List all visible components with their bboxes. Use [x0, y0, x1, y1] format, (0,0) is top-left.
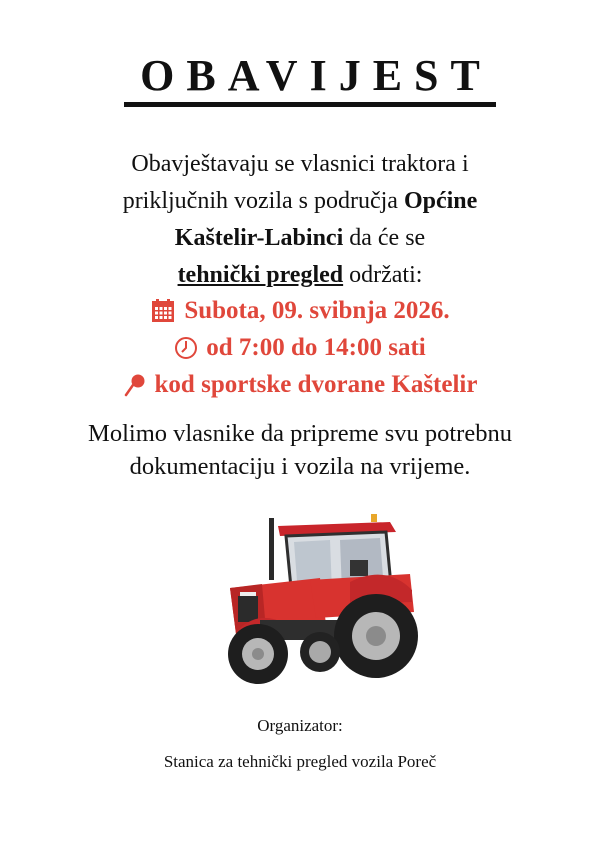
event-date-row — [60, 292, 540, 329]
intro-line-4 — [60, 257, 540, 294]
event-location: kod sportske dvorane Kaštelir — [154, 371, 478, 398]
intro-line-2-text: priključnih vozila s područja — [122, 188, 404, 214]
technical-inspection-label: tehnički pregled — [177, 262, 344, 288]
location-pin-icon — [123, 373, 147, 397]
request-paragraph — [40, 417, 560, 483]
event-details — [60, 292, 540, 403]
intro-line-4-text: održati: — [343, 262, 423, 288]
event-time-row — [60, 329, 540, 366]
notice-title: OBAVIJEST — [124, 54, 496, 107]
event-time: od 7:00 do 14:00 sati — [206, 334, 426, 361]
clock-icon — [174, 336, 198, 360]
intro-line-3 — [60, 220, 540, 257]
tractor-image — [200, 512, 420, 692]
intro-line-2 — [60, 183, 540, 220]
event-location-row — [60, 366, 540, 403]
calendar-icon — [150, 298, 176, 324]
request-line-1: Molimo vlasnike da pripreme svu potrebnu — [88, 420, 512, 447]
municipality-label: Općine — [403, 188, 478, 214]
request-line-2: dokumentaciju i vozila na vrijeme. — [129, 453, 471, 480]
organizer-label: Organizator: — [257, 716, 343, 735]
intro-line-3-text: da će se — [343, 225, 426, 251]
municipality-name: Kaštelir-Labinci — [174, 225, 344, 251]
event-date: Subota, 09. svibnja 2026. — [184, 297, 450, 324]
intro-line-1: Obavještavaju se vlasnici traktora i — [131, 151, 469, 177]
organizer-name: Stanica za tehnički pregled vozila Poreč — [163, 752, 437, 771]
intro-paragraph — [60, 146, 540, 294]
